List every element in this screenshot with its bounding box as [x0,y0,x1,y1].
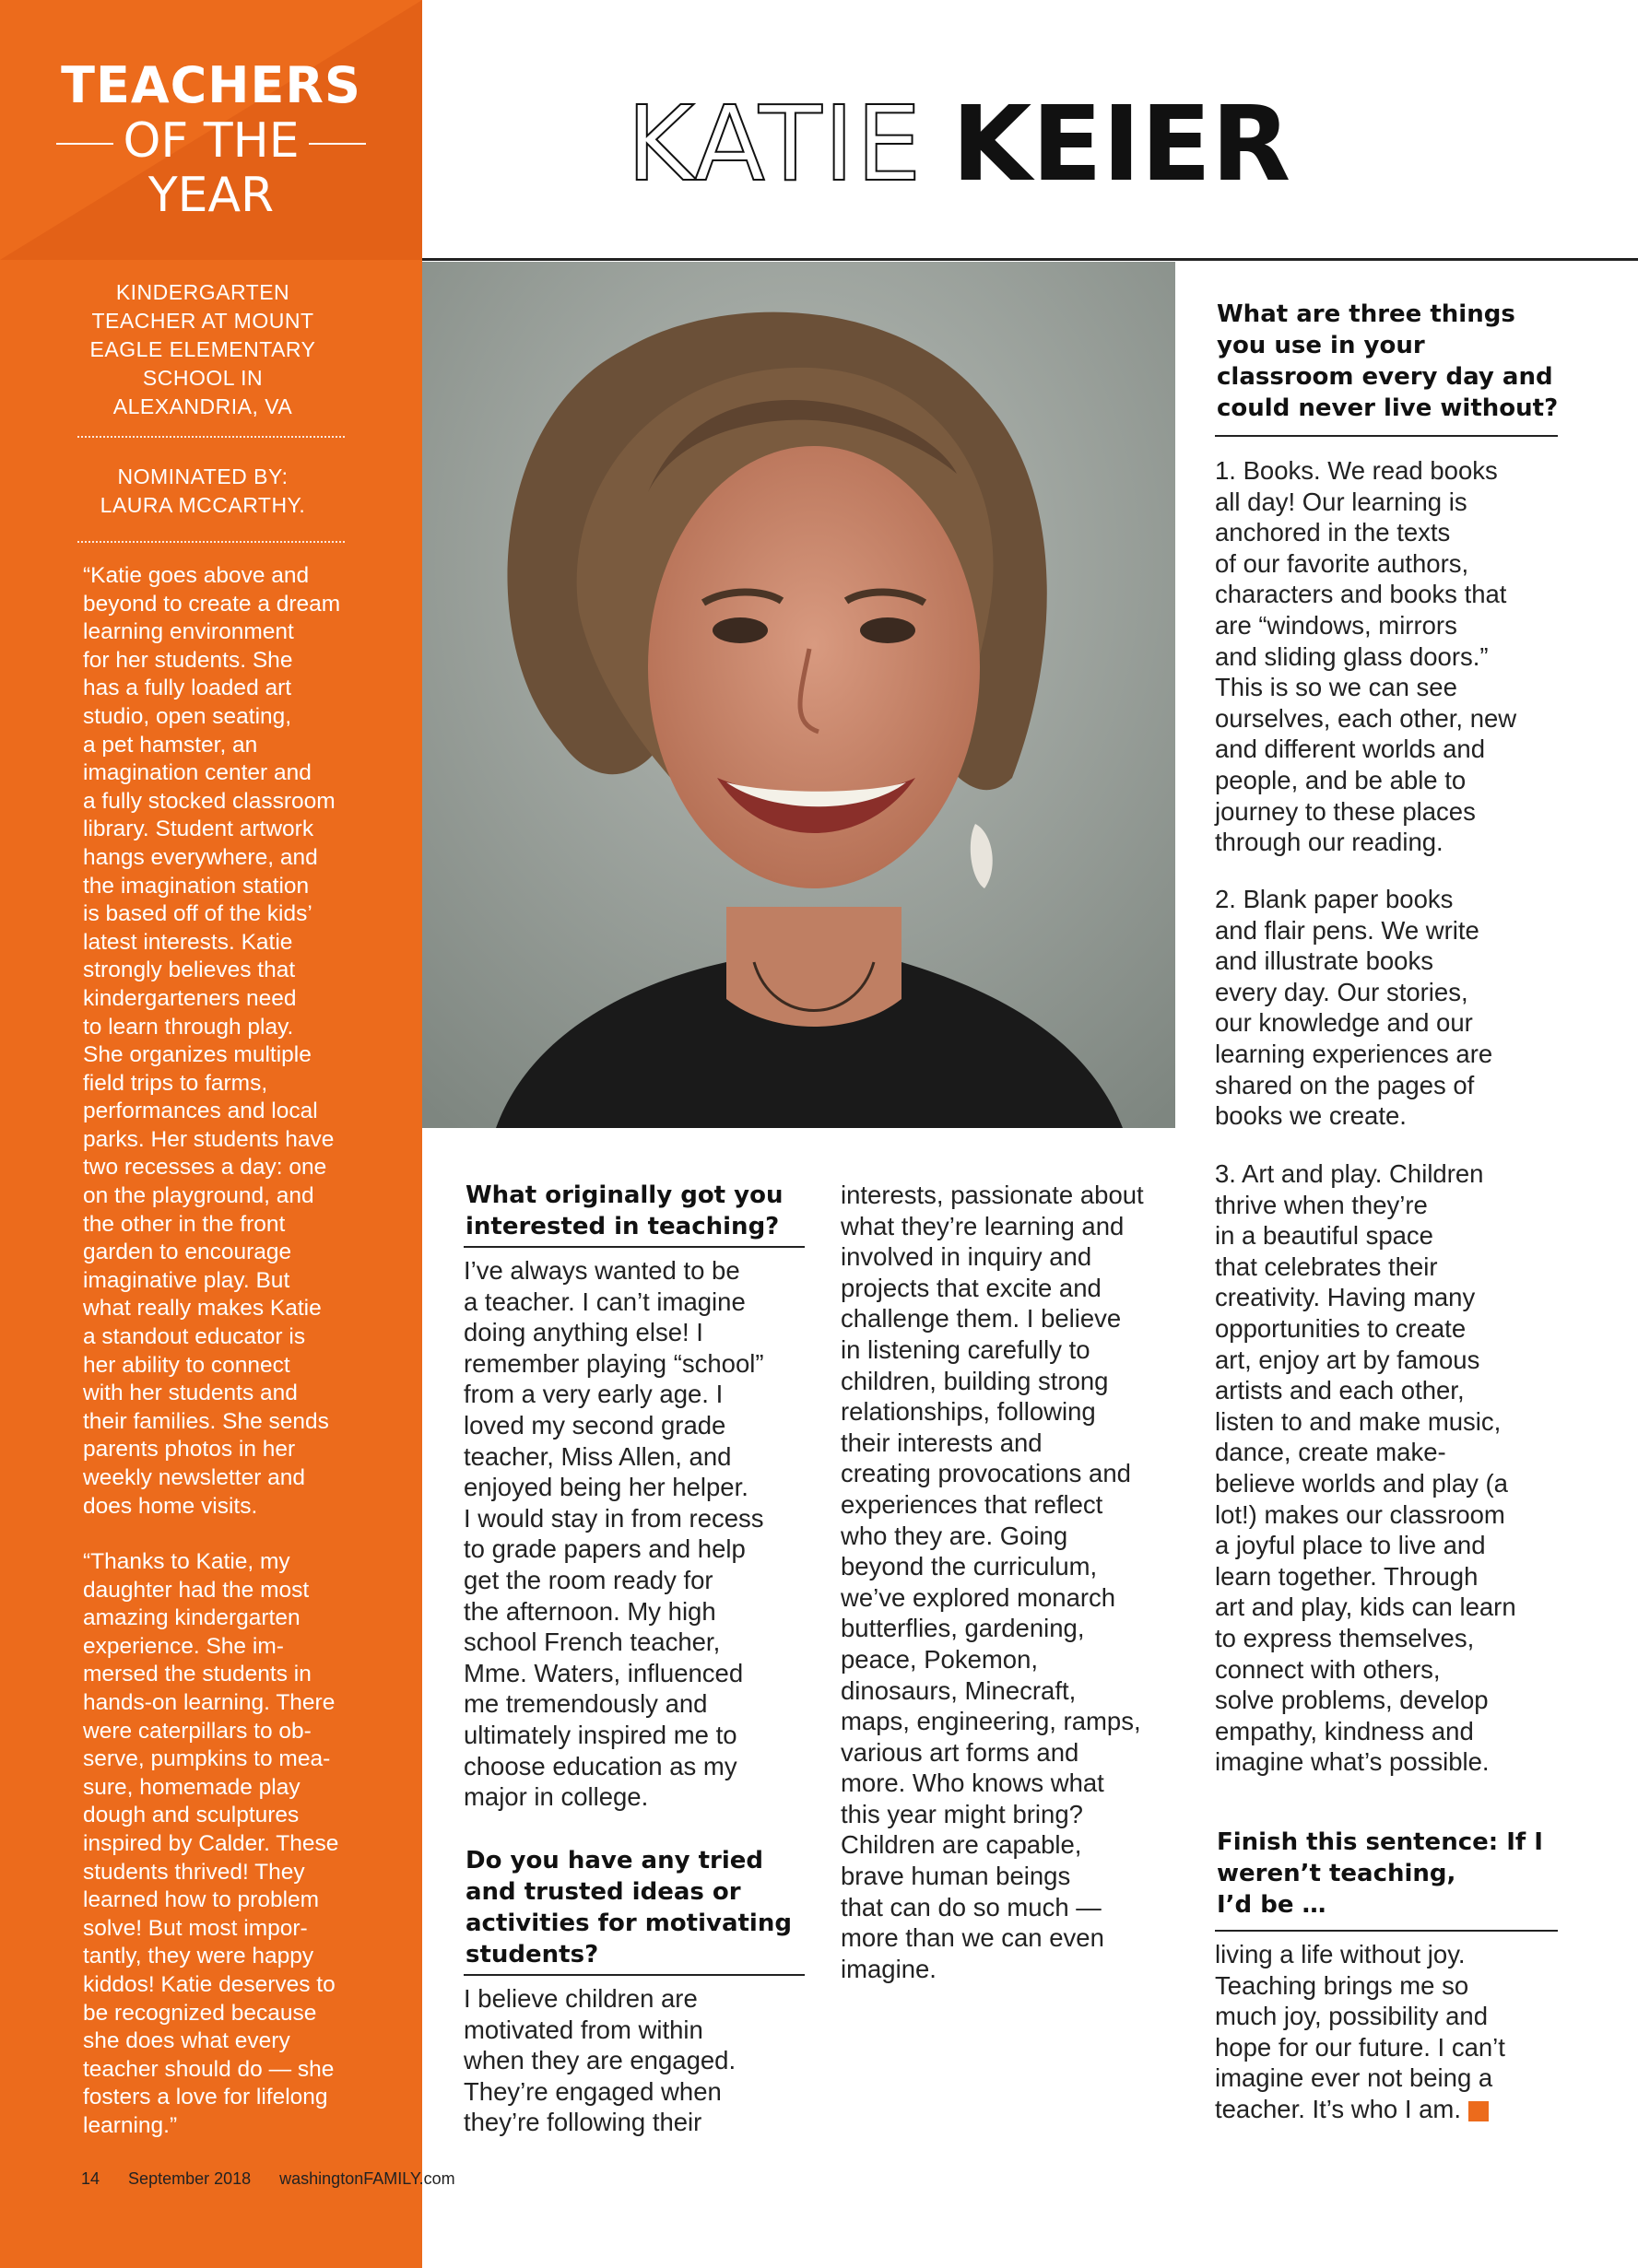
text-line: mersed the students in [83,1662,312,1687]
question-rule [464,1974,805,1976]
teacher-name-heading [590,85,1327,205]
text-line: what really makes Katie [83,1296,322,1322]
text-line: 1. Books. We read books [1215,456,1498,485]
issue-date: September 2018 [128,2169,252,2188]
text-line: our knowledge and our [1215,1008,1473,1038]
text-line: daughter had the most [83,1577,310,1603]
sidebar-panel [0,0,422,2268]
text-line: learning experiences are [1215,1039,1493,1068]
text-line: peace, Pokemon, [841,1644,1039,1674]
text-line: a standout educator is [83,1324,306,1350]
text-line: more. Who knows what [841,1769,1104,1798]
text-line: that can do so much — [841,1892,1102,1921]
answer-item-books [1215,455,1584,858]
text-line: projects that excite and [841,1273,1102,1302]
question-three-things [1217,299,1567,424]
text-line: creating provocations and [841,1459,1131,1488]
text-line: Teaching brings me so [1215,1970,1469,2000]
text-line: Finish this sentence: If I [1217,1828,1543,1856]
text-line: journey to these places [1215,796,1476,826]
text-line: I’d be … [1217,1891,1326,1919]
banner-line-3: YEAR [147,168,275,223]
answer-motivating-students-part-1 [464,1983,814,2138]
text-line: with her students and [83,1381,298,1406]
text-line: major in college. [464,1782,649,1812]
text-line: TEACHER AT MOUNT [91,309,314,333]
text-line: solve problems, develop [1215,1686,1489,1715]
text-line: learning.” [83,2112,178,2138]
text-line: What originally got you [465,1181,784,1209]
text-line: has a fully loaded art [83,676,292,701]
text-line: learn together. Through [1215,1561,1479,1591]
text-line: students thrived! They [83,1859,305,1885]
text-line: EAGLE ELEMENTARY [89,337,316,361]
text-line: a pet hamster, an [83,732,258,758]
text-line: a joyful place to live and [1215,1531,1486,1560]
text-line: studio, open seating, [83,703,292,729]
text-line: artists and each other, [1215,1376,1465,1405]
text-line: this year might bring? [841,1799,1083,1828]
text-line: through our reading. [1215,828,1444,857]
text-line: LAURA MCCARTHY. [100,493,306,517]
text-line: from a very early age. I [464,1380,724,1409]
text-line: KINDERGARTEN [115,280,290,304]
text-line: on the playground, and [83,1183,314,1209]
name-first: KATIE [626,85,924,205]
nominator-quote-1 [83,562,396,1521]
text-line: Mme. Waters, influenced [464,1658,744,1687]
text-line: SCHOOL IN [142,366,264,390]
question-interest-in-teaching [465,1180,797,1242]
header-rule [422,258,1638,261]
text-line: more than we can even [841,1923,1104,1953]
text-line: and trusted ideas or [465,1878,741,1906]
text-line: activities for motivating [465,1910,792,1937]
text-line: teacher should do — she [83,2056,335,2082]
text-line: to express themselves, [1215,1623,1475,1652]
text-line: to grade papers and help [464,1534,746,1564]
text-line: much joy, possibility and [1215,2002,1489,2031]
text-line: interested in teaching? [465,1213,780,1240]
text-line: for her students. She [83,647,293,673]
text-line: art and play, kids can learn [1215,1592,1516,1622]
text-line: a teacher. I can’t imagine [464,1287,746,1316]
text-line: two recesses a day: one [83,1155,327,1181]
question-finish-sentence [1217,1827,1567,1921]
text-line: a fully stocked classroom [83,788,336,814]
text-line: school French teacher, [464,1628,721,1657]
text-line: and illustrate books [1215,946,1433,976]
question-rule [1215,1930,1558,1932]
banner-rule-right [309,143,366,145]
text-line: all day! Our learning is [1215,487,1467,516]
text-line: the other in the front [83,1211,286,1237]
text-line: their families. She sends [83,1408,329,1434]
text-line: parents photos in her [83,1437,296,1463]
text-line: hangs everywhere, and [83,844,318,870]
text-line: were caterpillars to ob- [83,1718,312,1744]
text-line: and flair pens. We write [1215,915,1479,945]
text-line: maps, engineering, ramps, [841,1707,1141,1736]
text-line: hands-on learning. There [83,1689,336,1715]
text-line: creativity. Having many [1215,1283,1476,1312]
text-line: the imagination station [83,873,310,899]
answer-finish-sentence [1215,1939,1584,2125]
text-line: she does what every [83,2028,290,2054]
text-line: 2. Blank paper books [1215,885,1454,913]
text-line: fosters a love for lifelong [83,2085,328,2110]
text-line: experiences that reflect [841,1489,1103,1519]
text-line: hope for our future. I can’t [1215,2032,1505,2062]
text-line: shared on the pages of [1215,1070,1475,1099]
text-line: What are three things [1217,300,1515,328]
text-line: learned how to problem [83,1887,320,1913]
text-line: involved in inquiry and [841,1242,1092,1272]
banner-line-2 [0,114,422,168]
text-line: ALEXANDRIA, VA [112,394,293,418]
teacher-title-block [55,278,350,421]
text-line: latest interests. Katie [83,929,293,955]
text-line: anchored in the texts [1215,518,1451,547]
text-line: her ability to connect [83,1352,290,1378]
text-line: strongly believes that [83,958,296,983]
text-line: the afternoon. My high [464,1596,716,1626]
text-line: when they are engaged. [464,2046,737,2075]
sidebar-dotted-divider [77,541,345,543]
text-line: enjoyed being her helper. [464,1473,748,1502]
nominator-quote-2 [83,1548,396,2140]
text-line: me tremendously and [464,1689,708,1719]
text-line: relationships, following [841,1397,1096,1427]
text-line: weekly newsletter and [83,1465,306,1490]
text-line: classroom every day and [1217,363,1553,391]
text-line: they’re following their [464,2108,702,2137]
text-line: serve, pumpkins to mea- [83,1746,331,1772]
text-line: be recognized because [83,2000,317,2026]
text-line: is based off of the kids’ [83,901,312,927]
text-line: They’re engaged when [464,2076,722,2106]
text-line: Children are capable, [841,1830,1082,1860]
name-last: KEIER [951,85,1291,205]
text-line: sure, homemade play [83,1774,300,1800]
text-line: dinosaurs, Minecraft, [841,1675,1077,1705]
text-line: experience. She im- [83,1633,284,1659]
text-line: inspired by Calder. These [83,1830,339,1856]
answer-item-art-and-play [1215,1158,1584,1778]
site-name: washingtonFAMILY.com [279,2169,455,2188]
text-line: their interests and [841,1428,1043,1457]
text-line: you use in your [1217,332,1425,359]
banner-line-1: TEACHERS [61,56,361,114]
text-line: imagine. [841,1954,937,1983]
page-number: 14 [81,2169,100,2188]
text-line: 3. Art and play. Children [1215,1159,1484,1188]
question-rule [464,1246,805,1248]
text-line: dance, create make- [1215,1438,1446,1467]
text-line: to learn through play. [83,1014,294,1040]
text-line: children, building strong [841,1366,1109,1395]
text-line: and different worlds and [1215,734,1486,764]
banner-line-2-text: OF THE [123,113,300,169]
text-line: field trips to farms, [83,1070,268,1096]
nominator-block [55,463,350,520]
text-line: tantly, they were happy [83,1944,314,1969]
text-line: what they’re learning and [841,1211,1125,1240]
text-line: solve! But most impor- [83,1915,308,1941]
text-line: learning environment [83,619,294,645]
text-line: imagine ever not being a [1215,2063,1493,2093]
text-line: remember playing “school” [464,1348,764,1378]
text-line: I’ve always wanted to be [464,1256,740,1285]
text-line: dough and sculptures [83,1803,300,1828]
text-line: doing anything else! I [464,1318,703,1347]
text-line: choose education as my [464,1751,737,1780]
page-footer [81,2169,479,2189]
text-line: interests, passionate about [841,1181,1144,1209]
end-of-article-mark [1468,2101,1489,2121]
text-line: are “windows, mirrors [1215,610,1457,640]
text-line: thrive when they’re [1215,1190,1428,1219]
text-line: various art forms and [841,1737,1079,1767]
text-line: we’ve explored monarch [841,1582,1116,1612]
text-line: kiddos! Katie deserves to [83,1971,336,1997]
text-line: listen to and make music, [1215,1406,1502,1436]
text-line: beyond to create a dream [83,591,341,617]
text-line: art, enjoy art by famous [1215,1345,1480,1374]
text-line: could never live without? [1217,394,1559,422]
text-line: living a life without joy. [1215,1940,1466,1968]
text-line: garden to encourage [83,1240,292,1265]
text-line: NOMINATED BY: [117,464,289,488]
text-line: get the room ready for [464,1565,713,1594]
text-line: ultimately inspired me to [464,1720,737,1749]
text-line: in a beautiful space [1215,1221,1433,1251]
text-line: does home visits. [83,1493,258,1519]
answer-item-blank-paper-books [1215,884,1584,1132]
text-line: “Thanks to Katie, my [83,1549,290,1574]
answer-interest-in-teaching [464,1255,814,1813]
text-line: She organizes multiple [83,1042,312,1068]
text-line: believe worlds and play (a [1215,1468,1508,1498]
text-line: imagination center and [83,760,312,786]
text-line: empathy, kindness and [1215,1716,1474,1745]
teacher-portrait-photo [422,262,1175,1128]
text-line: butterflies, gardening, [841,1614,1085,1643]
text-line: opportunities to create [1215,1313,1467,1343]
text-line: that celebrates their [1215,1252,1438,1281]
text-line: loved my second grade [464,1410,726,1440]
text-line: I would stay in from recess [464,1503,764,1533]
answer-motivating-students-part-2 [841,1180,1191,1984]
text-line: brave human beings [841,1862,1071,1891]
text-line: and sliding glass doors.” [1215,641,1489,671]
text-line: kindergarteners need [83,985,297,1011]
text-line: weren’t teaching, [1217,1860,1456,1887]
text-line: connect with others, [1215,1654,1441,1684]
portrait-illustration [422,262,1175,1128]
text-line: amazing kindergarten [83,1605,300,1631]
text-line: beyond the curriculum, [841,1552,1098,1581]
text-line: teacher, Miss Allen, and [464,1441,732,1471]
text-line: challenge them. I believe [841,1304,1122,1334]
text-line: people, and be able to [1215,765,1467,794]
sidebar-dotted-divider [77,436,345,438]
text-line: in listening carefully to [841,1334,1090,1364]
text-line: characters and books that [1215,580,1507,609]
banner-rule-left [56,143,113,145]
text-line: parks. Her students have [83,1126,335,1152]
text-line: lot!) makes our classroom [1215,1499,1505,1529]
text-line: This is so we can see [1215,673,1457,702]
text-line: imaginative play. But [83,1267,290,1293]
text-line: every day. Our stories, [1215,977,1468,1006]
text-line: performances and local [83,1099,318,1124]
text-line: books we create. [1215,1101,1407,1131]
text-line: library. Student artwork [83,817,314,842]
text-line: I believe children are [464,1984,698,2013]
text-line: students? [465,1941,599,1968]
teachers-of-the-year-banner [0,57,422,223]
text-line: teacher. It’s who I am. [1215,2094,1584,2125]
text-line: imagine what’s possible. [1215,1747,1490,1777]
question-rule [1215,435,1558,437]
text-line: who they are. Going [841,1521,1068,1550]
question-motivating-students [465,1845,797,1970]
text-line: of our favorite authors, [1215,548,1469,578]
text-line: Do you have any tried [465,1847,764,1874]
text-line: “Katie goes above and [83,563,310,588]
text-line: motivated from within [464,2015,703,2044]
text-line: ourselves, each other, new [1215,703,1517,733]
